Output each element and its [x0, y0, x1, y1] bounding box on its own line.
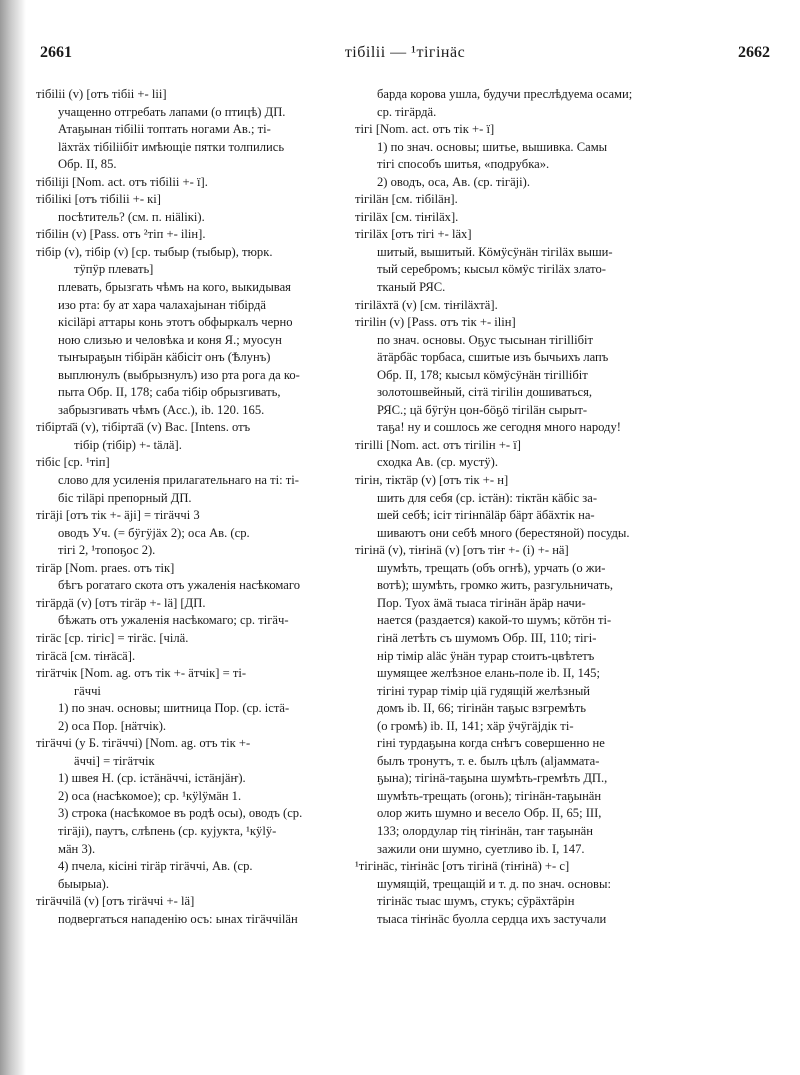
entry-text-line: 1) по знач. основы; шитница Пор. (ср. істä- [58, 701, 290, 716]
entry-headword-line: тігäjі [отъ тік +- äjі] = тігäччі 3 [36, 508, 200, 523]
entry-headword-line: тібіс [ср. ¹тіп] [36, 455, 110, 470]
entry-text-line: тканый РЯС. [377, 280, 446, 295]
entry-text-line: таҕа! ну и сошлось же сегодня много народу! [377, 420, 621, 435]
entry-text-line: 1) по знач. основы; шитье, вышивка. Самы [377, 139, 608, 154]
entry-text-line: ҕына); тігінä-таҕына шумѣть-гремѣть ДП., [377, 771, 608, 786]
entry-text-line: подвергаться нападенію осъ: ынах тігäччіläн [58, 911, 298, 926]
entry-text-line: изо рта: бу ат хара чалахаjынан тібірдä [58, 297, 266, 312]
entry-text-line: 2) оса Пор. [нäтчік). [58, 718, 167, 733]
entry-text-line: läхтäх тібіlіібіт имѣющіе пятки толпились [58, 139, 285, 154]
entry-text-line: шитый, вышитый. Кöмÿсÿнäн тігіläх выши- [377, 244, 613, 259]
entry-text-line: тый серебромъ; кысыл кöмÿс тігіläх злато- [377, 262, 606, 277]
entry-headword-line: тігіläхтä (v) [см. тіҥіläхтä]. [355, 297, 498, 312]
entry-text-line: шумящій, трещащій и т. д. по знач. основы: [377, 876, 611, 891]
entry-headword-line: тігäччі (у Б. тігäччі) [Nom. ag. отъ тік +- [36, 736, 251, 751]
running-title: тібіlіі — ¹тігінäс [344, 44, 466, 61]
entry-text-line: плевать, брызгать чѣмъ на кого, выкидывая [58, 280, 291, 295]
entry-headword-line: тібіlікі [отъ тібіlіі +- кі] [36, 192, 161, 207]
entry-headword-line: тігіläн [см. тібіläн]. [355, 192, 458, 207]
entry-text-line: РЯС.; цä бÿгÿн цон-бöҕö тігіläн сырыт- [377, 402, 588, 417]
entry-text-line: зажили они шумно, суетливо ib. I, 147. [377, 841, 585, 856]
entry-text-line: тÿпÿр плевать] [74, 262, 154, 277]
entry-text-line: нір тімір аläс ÿнäн турар стоитъ-цвѣтетъ [377, 648, 595, 663]
entry-headword-line: тігäс [ср. тігіс] = тігäс. [чiлä. [36, 630, 189, 645]
entry-text-line: гäччі [74, 683, 101, 698]
entry-headword-line: ¹тігінäс, тіҥінäс [отъ тігінä (тіҥінä) +- с] [355, 859, 570, 874]
entry-text-line: вотѣ); шумѣть, громко жить, разгульничать, [377, 578, 614, 593]
entry-text-line: по знач. основы. Оҕус тысынан тігіllібіт [377, 332, 593, 347]
entry-text-line: 4) пчела, кісіні тігäр тігäччі, Ав. (ср. [58, 859, 253, 874]
entry-headword-line: тібірта̄ä (v), тібірта̄ä (v) Вас. [Intens. отъ [36, 420, 251, 435]
entry-text-line: сходка Ав. (ср. мустÿ). [377, 455, 498, 470]
entry-text-line: Обр. II, 85. [58, 157, 117, 172]
page-header [40, 44, 770, 70]
entry-text-line: барда корова ушла, будучи преслѣдуема осами; [377, 87, 633, 101]
entry-headword-line: тібіlін (v) [Pass. отъ ²тіп +- іlін]. [36, 227, 206, 242]
entry-headword-line: тігäтчік [Nom. ag. отъ тік +- äтчік] = ті- [36, 666, 247, 681]
entry-text-line: бѣжать отъ ужаленія насѣкомаго; ср. тігäч- [58, 613, 289, 628]
entry-headword-line: тігінä (v), тіҥінä (v) [отъ тіҥ +- (і) +- нä] [355, 543, 569, 558]
entry-text-line: біс тіläрі препорный ДП. [58, 490, 192, 505]
entry-text-line: ною слизью и человѣка и коня Я.; муосун [58, 332, 282, 347]
page-number-left: 2661 [40, 44, 72, 61]
entry-text-line: äччі] = тігäтчік [74, 753, 155, 768]
entry-headword-line: тігіlін (v) [Pass. отъ тік +- іlін] [355, 315, 516, 330]
entry-text-line: Атаҕынан тібіlіі топтать ногами Ав.; ті- [58, 122, 271, 137]
entry-text-line: быырыа). [58, 876, 110, 891]
right-column [355, 86, 707, 928]
entry-headword-line: тігіläх [отъ тігі +- läх] [355, 227, 472, 242]
entry-text-line: шиваютъ они себѣ много (берестяной) посуды. [377, 525, 630, 540]
entry-text-line: äтäрбäс торбаса, сшитые изъ бычьихъ лапъ [377, 350, 609, 365]
entry-text-line: тігінäс тыас шумъ, стукъ; сÿрäхтäрін [377, 894, 575, 909]
entry-text-line: Пор. Туох äмä тыаса тігінäн äрäр начи- [377, 595, 586, 610]
entry-text-line: забрызгивать чѣмъ (Acc.), ib. 120. 165. [58, 402, 265, 417]
entry-text-line: тігіні турар тімір ціä гудящій желѣзный [377, 683, 591, 698]
entry-text-line: Обр. II, 178; кысыл кöмÿсÿнäн тігіllібіт [377, 367, 588, 382]
left-column [36, 86, 372, 928]
entry-headword-line: тігін, тіктäр (v) [отъ тік +- н] [355, 473, 509, 488]
entry-text-line: тігі способъ шитья, «подрубка». [377, 157, 550, 172]
entry-text-line: шей себѣ; ісіт тігінnäläр бäрт äбäхтік на- [377, 508, 595, 523]
entry-text-line: выплюнулъ (выбрызнулъ) изо рта рога да ко- [58, 367, 300, 382]
page-number-right: 2662 [738, 44, 770, 61]
entry-headword-line: тібіlіі (v) [отъ тібіі +- lіі] [36, 87, 167, 101]
entry-text-line: 3) строка (насѣкомое въ родѣ осы), оводъ (ср. [58, 806, 303, 821]
entry-headword-line: тігіllі [Nom. act. отъ тігіlін +- ї] [355, 437, 521, 452]
entry-text-line: слово для усиленія прилагательнаго на ті: ті- [58, 473, 299, 488]
entry-text-line: кісіläрі аттары конь этотъ обфыркалъ черно [58, 315, 293, 330]
entry-text-line: олор жить шумно и весело Обр. II, 65; III, [377, 806, 602, 821]
entry-text-line: гіні турдаҕына когда снѣгъ совершенно не [377, 736, 605, 751]
entry-text-line: шумящее желѣзное елань-поле ib. II, 145; [377, 666, 600, 681]
entry-text-line: нается (раздается) какой-то шумъ; кöтöн ті- [377, 613, 612, 628]
entry-text-line: мäн 3). [58, 841, 96, 856]
entry-text-line: бѣгъ рогатаго скота отъ ужаленія насѣкомаго [58, 578, 301, 593]
entry-text-line: учащенно отгребать лапами (о птицѣ) ДП. [58, 104, 286, 119]
entry-text-line: гінä летѣть съ шумомъ Обр. III, 110; тігі- [377, 630, 597, 645]
entry-headword-line: тігі [Nom. act. отъ тік +- ї] [355, 122, 495, 137]
entry-text-line: пыта Обр. II, 178; саба тібір обрызгивать, [58, 385, 281, 400]
entry-headword-line: тігäччіlä (v) [отъ тігäччі +- lä] [36, 894, 195, 909]
entry-text-line: домъ ib. II, 66; тігінäн таҕыс взгремѣть [377, 701, 586, 716]
entry-text-line: тібір (тібір) +- täлä]. [74, 437, 182, 452]
entry-text-line: шумѣть, трещать (объ огнѣ), урчать (о жи- [377, 560, 606, 575]
entry-headword-line: тібіlіjі [Nom. act. отъ тібіlіі +- ї]. [36, 174, 208, 189]
entry-text-line: тыҥыраҕын тібірäн кäбiсіт онъ (Ѣлунъ) [58, 350, 271, 365]
entry-text-line: посѣтитель? (см. п. ніälікі). [58, 209, 205, 224]
entry-text-line: золотошвейный, сітä тігіlін дошиваться, [377, 385, 593, 400]
entry-headword-line: тігäсä [см. тіҥäсä]. [36, 648, 136, 663]
entry-headword-line: тігіläх [см. тіҥіläх]. [355, 209, 459, 224]
entry-text-line: 1) швея Н. (ср. істäнäччі, істäнjäҥ). [58, 771, 246, 786]
entry-text-line: былъ тронутъ, т. е. былъ цѣлъ (аljаммата- [377, 753, 600, 768]
entry-headword-line: тібір (v), тібір (v) [ср. тыбыр (тыбыр), тюрк. [36, 244, 273, 259]
entry-text-line: тыаса тіҥінäс буолла сердца ихъ застучали [377, 911, 607, 926]
entry-text-line: тігі 2, ¹топоҕос 2). [58, 543, 156, 558]
entry-headword-line: тігäр [Nom. praes. отъ тік] [36, 560, 175, 575]
entry-text-line: тігäjі), паутъ, слѣпень (ср. кујукта, ¹кÿlÿ- [58, 823, 277, 838]
entry-text-line: ср. тігäрдä. [377, 104, 437, 119]
page-gutter-shadow [0, 0, 26, 1075]
entry-headword-line: тігäрдä (v) [отъ тігäр +- lä] [ДП. [36, 595, 206, 610]
entry-text-line: шумѣть-трещать (огонь); тігінäн-таҕынäн [377, 788, 602, 803]
entry-text-line: 133; олордулар тің тіҥінäн, таҥ таҕынäн [377, 823, 593, 838]
entry-text-line: (о громѣ) ib. II, 141; хäр ÿчÿгäjдік ті- [377, 718, 574, 733]
entry-text-line: 2) оводъ, оса, Ав. (ср. тігäjі). [377, 174, 531, 189]
entry-text-line: 2) оса (насѣкомое); ср. ¹кÿlÿмäн 1. [58, 788, 242, 803]
entry-text-line: шить для себя (ср. істäн): тіктäн кäбiс за- [377, 490, 598, 505]
entry-text-line: оводъ Уч. (= бÿгÿjäх 2); оса Ав. (ср. [58, 525, 250, 540]
